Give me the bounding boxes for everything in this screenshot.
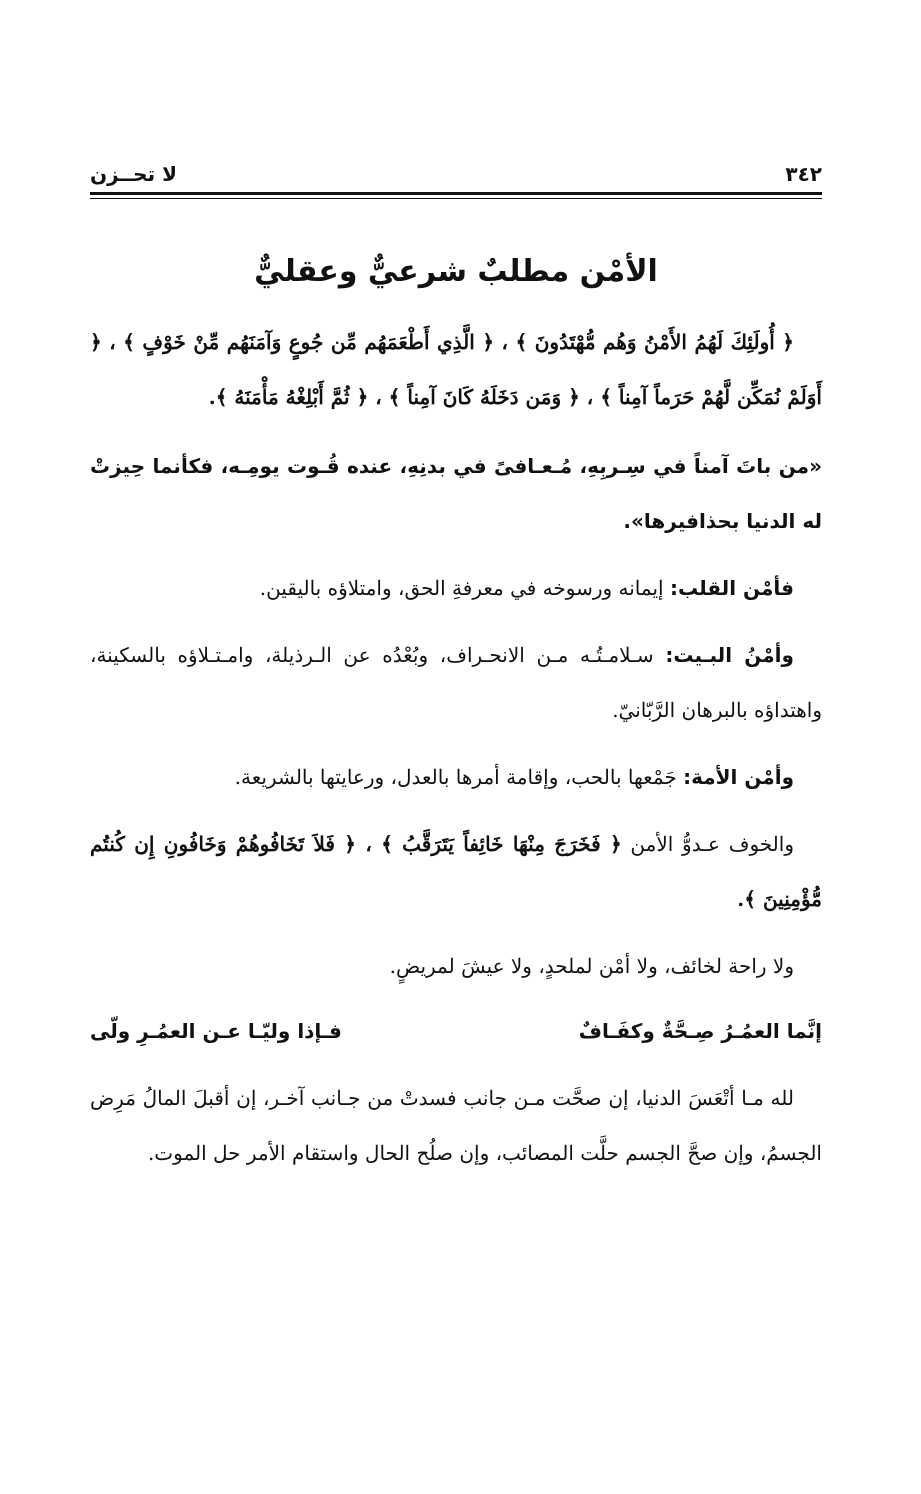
nation-security-paragraph (90, 750, 822, 805)
fear-text: والخوف عـدوُّ الأمن (621, 832, 794, 856)
heart-security-paragraph (90, 561, 822, 616)
heart-lead: فأمْن القلب: (669, 576, 794, 600)
header-rule-thin (90, 198, 822, 199)
page-header (90, 150, 822, 194)
page-number: ٣٤٢ (785, 162, 822, 186)
closing-paragraph: لله مـا أتْعَسَ الدنيا، إن صحَّت مـن جانب فسدتْ من جـانب آخـر، إن أقبلَ المالُ مَرِض الجسمُ، وإن صحَّ الجسم حلَّت المصائب، وإن صلُح الحال واستقام الأمر حل الموت. (90, 1086, 822, 1165)
nation-text: جَمْعها بالحب، وإقامة أمرها بالعدل، ورعايتها بالشريعة. (234, 765, 684, 789)
section-title: الأمْن مطلبٌ شرعيٌّ وعقليٌّ (254, 254, 658, 289)
header-rule-thick (90, 192, 822, 195)
running-title: لا تحــزن (90, 162, 177, 186)
house-security-paragraph (90, 628, 822, 738)
book-page (90, 150, 822, 1181)
nation-lead: وأمْن الأمة: (683, 765, 794, 789)
heart-text: إيمانه ورسوخه في معرفةِ الحق، وامتلاؤه باليقين. (259, 576, 670, 600)
house-text: سـلامـتُـه مـن الانحـراف، وبُعْدُه عن الـرذيلة، وامـتـلاؤه بالسكينة، واهتداؤه بالبرهان الرَّبّانيّ. (90, 643, 822, 722)
poem-hemistich-1: إنَّما العمُـرُ صِـحَّةٌ وكفَـافٌ (578, 1019, 822, 1043)
no-rest-paragraph: ولا راحة لخائف، ولا أمْن لملحدٍ، ولا عيشَ لمريضٍ. (389, 954, 794, 978)
poem-hemistich-2: فـإذا وليّـا عـن العمُـرِ ولّى (90, 1019, 342, 1043)
quran-verses-paragraph: ﴿ أُولَئِكَ لَهُمُ الأَمْنُ وَهُم مُّهْتَدُونَ ﴾ ، ﴿ الَّذِي أَطْعَمَهُم مِّن جُوعٍ وَآمَنَهُم مِّنْ خَوْفٍ ﴾ ، ﴿ أَوَلَمْ نُمَكِّن لَّهُمْ حَرَماً آمِناً ﴾ ، ﴿ وَمَن دَخَلَهُ كَانَ آمِناً ﴾ ، ﴿ ثُمَّ أَبْلِغْهُ مَأْمَنَهُ ﴾. (90, 330, 822, 409)
hadith-paragraph: «من باتَ آمناً في سِـربِهِ، مُـعـافىً في بدنِهِ، عنده قُـوت يومِـه، فكأنما حِيزتْ له الدنيا بحذافيرها». (90, 454, 822, 533)
fear-quran: ﴿ فَخَرَجَ مِنْهَا خَائِفاً يَتَرَقَّبُ ﴾ ، ﴿ فَلاَ تَخَافُوهُمْ وَخَافُونِ إِن كُنتُم مُّؤْمِنِينَ ﴾. (90, 832, 822, 911)
fear-paragraph (90, 817, 822, 927)
poem-verse (90, 1004, 822, 1059)
house-lead: وأمْنُ البـيت: (665, 643, 794, 667)
